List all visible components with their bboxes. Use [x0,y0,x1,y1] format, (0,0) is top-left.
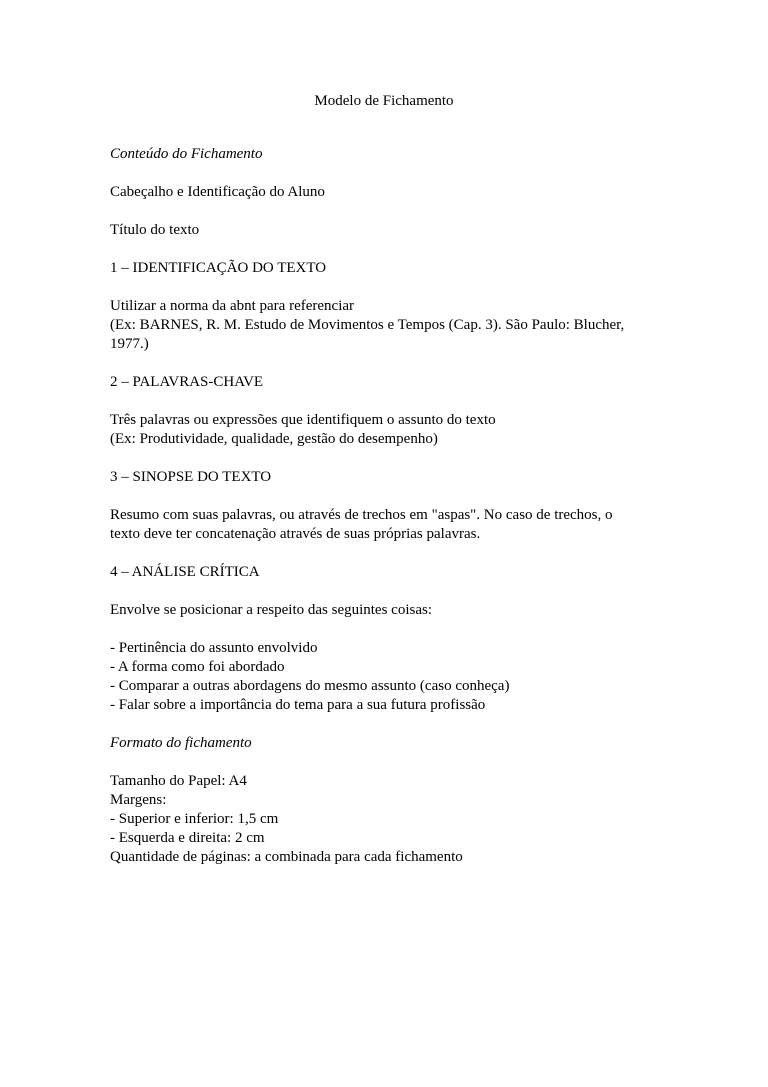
paper-size-line: Tamanho do Papel: A4 [110,773,247,789]
text-title-block [110,221,670,240]
section3-body [110,506,670,544]
section4-intro-block [110,601,670,620]
list-item: - Pertinência do assunto envolvido [110,640,318,656]
margin-top-bottom-line: - Superior e inferior: 1,5 cm [110,811,279,827]
format-heading-block [110,734,670,753]
document-body [110,145,670,886]
section3-heading-block [110,468,670,487]
section2-heading: 2 – PALAVRAS-CHAVE [110,374,264,390]
format-heading: Formato do fichamento [110,735,252,751]
section2-body [110,411,670,449]
section1-line2: (Ex: BARNES, R. M. Estudo de Movimentos e Tempos (Cap. 3). São Paulo: Blucher, [110,317,625,333]
text-title-line: Título do texto [110,222,200,238]
section1-heading: 1 – IDENTIFICAÇÃO DO TEXTO [110,260,327,276]
section3-line1: Resumo com suas palavras, ou através de trechos em "aspas". No caso de trechos, o [110,507,613,523]
section3-heading: 3 – SINOPSE DO TEXTO [110,469,272,485]
list-item: - Comparar a outras abordagens do mesmo assunto (caso conheça) [110,678,510,694]
section1-body [110,297,670,354]
header-line-block [110,183,670,202]
section1-heading-block [110,259,670,278]
section4-intro: Envolve se posicionar a respeito das seguintes coisas: [110,602,433,618]
section4-list [110,639,670,715]
section4-heading: 4 – ANÁLISE CRÍTICA [110,564,260,580]
section3-line2: texto deve ter concatenação através de suas próprias palavras. [110,526,481,542]
section1-line1: Utilizar a norma da abnt para referenciar [110,298,355,314]
margins-label: Margens: [110,792,167,808]
content-heading: Conteúdo do Fichamento [110,146,263,162]
list-item: - Falar sobre a importância do tema para a sua futura profissão [110,697,486,713]
margin-left-right-line: - Esquerda e direita: 2 cm [110,830,265,846]
section4-heading-block [110,563,670,582]
section2-line1: Três palavras ou expressões que identifiquem o assunto do texto [110,412,496,428]
document-title: Modelo de Fichamento [314,93,454,109]
section2-heading-block [110,373,670,392]
section2-line2: (Ex: Produtividade, qualidade, gestão do desempenho) [110,431,438,447]
content-heading-block [110,145,670,164]
list-item: - A forma como foi abordado [110,659,285,675]
section1-line3: 1977.) [110,336,149,352]
format-body [110,772,670,867]
page-count-line: Quantidade de páginas: a combinada para cada fichamento [110,849,463,865]
header-line: Cabeçalho e Identificação do Aluno [110,184,325,200]
